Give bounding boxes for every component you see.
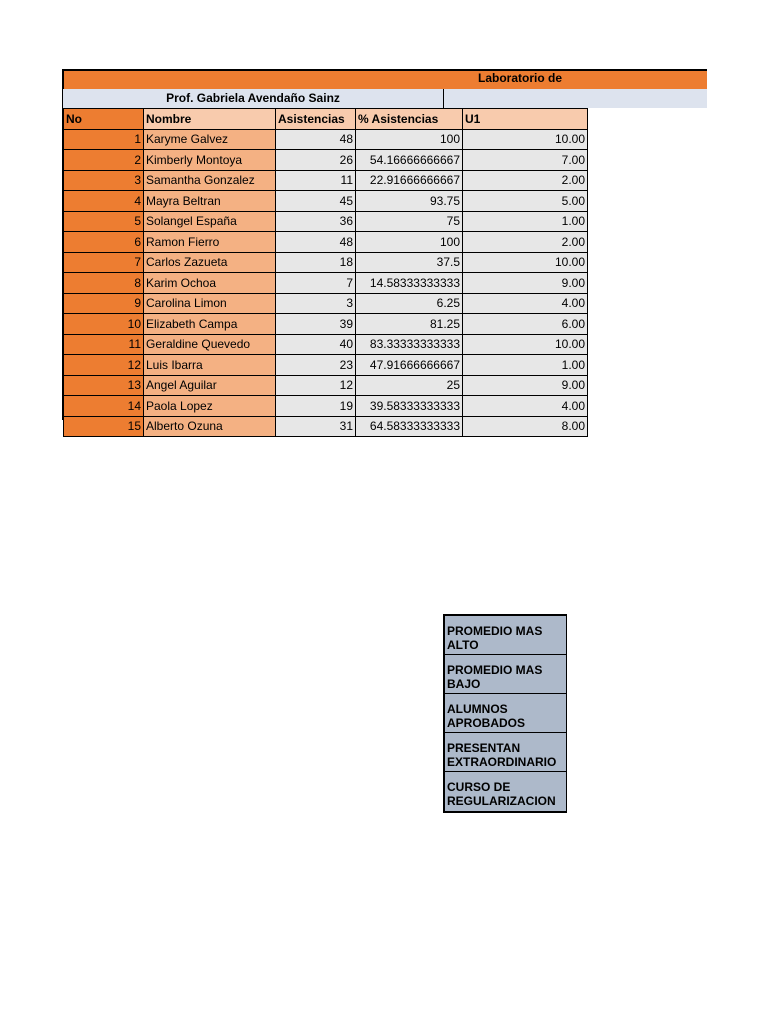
cell-no: 13 bbox=[64, 375, 144, 396]
cell-asistencias: 48 bbox=[276, 232, 356, 253]
cell-no: 14 bbox=[64, 396, 144, 417]
cell-asistencias: 7 bbox=[276, 273, 356, 294]
cell-nombre: Paola Lopez bbox=[144, 396, 276, 417]
cell-u1: 1.00 bbox=[463, 211, 588, 232]
cell-nombre: Angel Aguilar bbox=[144, 375, 276, 396]
cell-pct-asistencias: 25 bbox=[356, 375, 463, 396]
cell-pct-asistencias: 37.5 bbox=[356, 252, 463, 273]
table-header-row bbox=[64, 109, 588, 130]
cell-pct-asistencias: 83.33333333333 bbox=[356, 334, 463, 355]
summary-box bbox=[443, 614, 567, 813]
subtitle-divider bbox=[443, 89, 444, 108]
cell-u1: 4.00 bbox=[463, 396, 588, 417]
summary-cell: ALUMNOS APROBADOS bbox=[445, 694, 566, 733]
summary-cell: PRESENTAN EXTRAORDINARIO bbox=[445, 733, 566, 772]
cell-asistencias: 3 bbox=[276, 293, 356, 314]
header-u1: U1 bbox=[463, 109, 588, 130]
cell-no: 12 bbox=[64, 355, 144, 376]
cell-u1: 10.00 bbox=[463, 129, 588, 150]
cell-pct-asistencias: 14.58333333333 bbox=[356, 273, 463, 294]
cell-asistencias: 45 bbox=[276, 191, 356, 212]
table-row bbox=[64, 334, 588, 355]
cell-u1: 2.00 bbox=[463, 170, 588, 191]
cell-asistencias: 18 bbox=[276, 252, 356, 273]
table-row bbox=[64, 191, 588, 212]
professor-name: Prof. Gabriela Avendaño Sainz bbox=[166, 91, 340, 105]
cell-pct-asistencias: 54.16666666667 bbox=[356, 150, 463, 171]
cell-pct-asistencias: 6.25 bbox=[356, 293, 463, 314]
cell-no: 9 bbox=[64, 293, 144, 314]
cell-nombre: Ramon Fierro bbox=[144, 232, 276, 253]
cell-pct-asistencias: 22.91666666667 bbox=[356, 170, 463, 191]
cell-nombre: Mayra Beltran bbox=[144, 191, 276, 212]
cell-nombre: Alberto Ozuna bbox=[144, 416, 276, 437]
table-row bbox=[64, 129, 588, 150]
cell-asistencias: 19 bbox=[276, 396, 356, 417]
table-row bbox=[64, 252, 588, 273]
cell-pct-asistencias: 100 bbox=[356, 129, 463, 150]
cell-u1: 10.00 bbox=[463, 252, 588, 273]
cell-pct-asistencias: 100 bbox=[356, 232, 463, 253]
cell-asistencias: 31 bbox=[276, 416, 356, 437]
cell-no: 5 bbox=[64, 211, 144, 232]
cell-asistencias: 40 bbox=[276, 334, 356, 355]
cell-asistencias: 11 bbox=[276, 170, 356, 191]
header-no: No bbox=[64, 109, 144, 130]
cell-nombre: Geraldine Quevedo bbox=[144, 334, 276, 355]
table-row bbox=[64, 170, 588, 191]
cell-nombre: Elizabeth Campa bbox=[144, 314, 276, 335]
cell-asistencias: 23 bbox=[276, 355, 356, 376]
cell-no: 11 bbox=[64, 334, 144, 355]
cell-u1: 5.00 bbox=[463, 191, 588, 212]
cell-nombre: Luis Ibarra bbox=[144, 355, 276, 376]
table-row bbox=[64, 396, 588, 417]
table-row bbox=[64, 150, 588, 171]
summary-cell: CURSO DE REGULARIZACION bbox=[445, 772, 566, 811]
cell-no: 1 bbox=[64, 129, 144, 150]
cell-no: 10 bbox=[64, 314, 144, 335]
cell-u1: 2.00 bbox=[463, 232, 588, 253]
attendance-table bbox=[63, 108, 588, 437]
cell-nombre: Samantha Gonzalez bbox=[144, 170, 276, 191]
header-pct-asistencias: % Asistencias bbox=[356, 109, 463, 130]
cell-no: 4 bbox=[64, 191, 144, 212]
cell-asistencias: 48 bbox=[276, 129, 356, 150]
cell-u1: 7.00 bbox=[463, 150, 588, 171]
table-row bbox=[64, 232, 588, 253]
table-row bbox=[64, 355, 588, 376]
cell-u1: 10.00 bbox=[463, 334, 588, 355]
cell-nombre: Karyme Galvez bbox=[144, 129, 276, 150]
cell-no: 2 bbox=[64, 150, 144, 171]
cell-no: 15 bbox=[64, 416, 144, 437]
table-row bbox=[64, 293, 588, 314]
cell-asistencias: 26 bbox=[276, 150, 356, 171]
cell-nombre: Carlos Zazueta bbox=[144, 252, 276, 273]
title-band bbox=[63, 69, 707, 89]
table-row bbox=[64, 375, 588, 396]
cell-pct-asistencias: 75 bbox=[356, 211, 463, 232]
cell-no: 8 bbox=[64, 273, 144, 294]
table-row bbox=[64, 314, 588, 335]
summary-cell: PROMEDIO MAS BAJO bbox=[445, 655, 566, 694]
cell-u1: 4.00 bbox=[463, 293, 588, 314]
cell-u1: 9.00 bbox=[463, 273, 588, 294]
cell-nombre: Carolina Limon bbox=[144, 293, 276, 314]
cell-u1: 6.00 bbox=[463, 314, 588, 335]
cell-nombre: Solangel España bbox=[144, 211, 276, 232]
summary-cell: PROMEDIO MAS ALTO bbox=[445, 616, 566, 655]
cell-pct-asistencias: 39.58333333333 bbox=[356, 396, 463, 417]
cell-pct-asistencias: 64.58333333333 bbox=[356, 416, 463, 437]
table-row bbox=[64, 416, 588, 437]
table-row bbox=[64, 273, 588, 294]
cell-no: 3 bbox=[64, 170, 144, 191]
cell-nombre: Kimberly Montoya bbox=[144, 150, 276, 171]
cell-pct-asistencias: 81.25 bbox=[356, 314, 463, 335]
cell-asistencias: 36 bbox=[276, 211, 356, 232]
cell-no: 6 bbox=[64, 232, 144, 253]
header-asistencias: Asistencias bbox=[276, 109, 356, 130]
cell-pct-asistencias: 47.91666666667 bbox=[356, 355, 463, 376]
cell-pct-asistencias: 93.75 bbox=[356, 191, 463, 212]
header-nombre: Nombre bbox=[144, 109, 276, 130]
cell-asistencias: 39 bbox=[276, 314, 356, 335]
cell-u1: 8.00 bbox=[463, 416, 588, 437]
cell-u1: 9.00 bbox=[463, 375, 588, 396]
cell-asistencias: 12 bbox=[276, 375, 356, 396]
cell-no: 7 bbox=[64, 252, 144, 273]
cell-u1: 1.00 bbox=[463, 355, 588, 376]
sheet-title: Laboratorio de bbox=[477, 71, 562, 85]
cell-nombre: Karim Ochoa bbox=[144, 273, 276, 294]
table-row bbox=[64, 211, 588, 232]
